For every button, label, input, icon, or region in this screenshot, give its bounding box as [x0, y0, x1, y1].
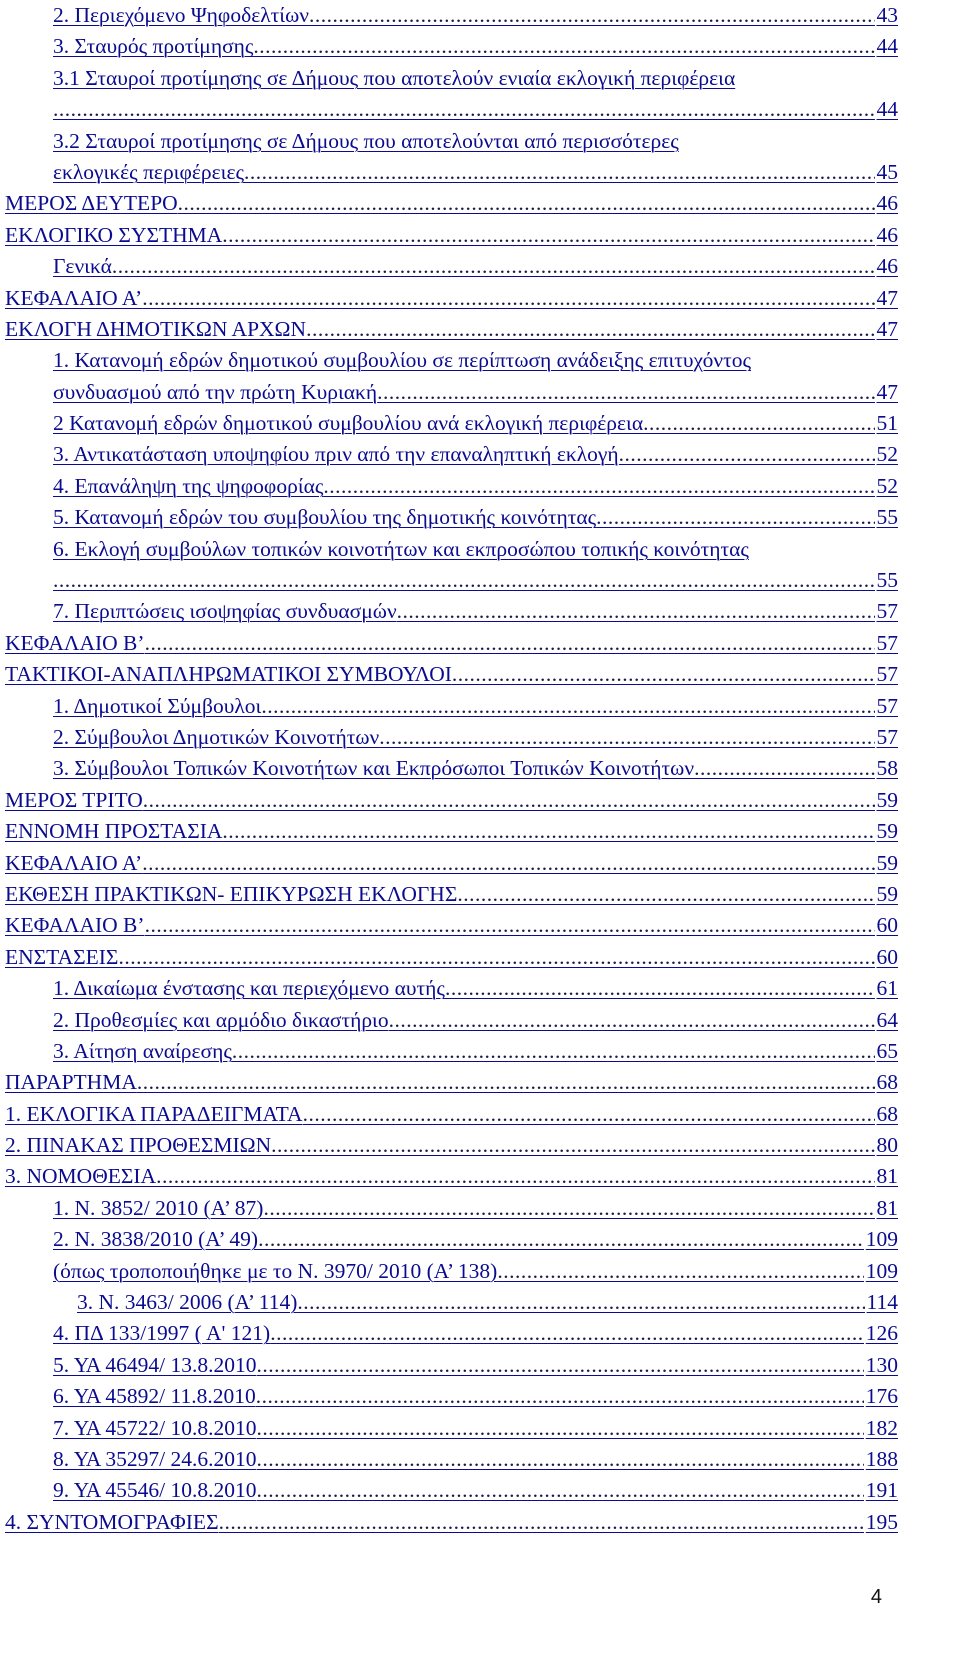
toc-entry[interactable] — [5, 377, 898, 408]
toc-entry-page: 55 — [876, 568, 898, 593]
toc-entry-title: 9. ΥΑ 45546/ 10.8.2010 — [53, 1478, 257, 1503]
toc-entry-title: 3. ΝΟΜΟΘΕΣΙΑ — [5, 1164, 157, 1189]
toc-entry[interactable] — [5, 942, 898, 973]
toc-entry-page: 59 — [876, 819, 898, 844]
toc-entry-page: 61 — [876, 976, 898, 1001]
toc-dot-leader — [596, 502, 874, 533]
toc-dot-leader — [53, 94, 875, 125]
toc-entry-page: 59 — [876, 787, 898, 812]
toc-entry-title: 2 Κατανομή εδρών δημοτικού συμβουλίου ανά εκλογική περιφέρεια — [53, 411, 644, 436]
toc-entry[interactable] — [5, 1475, 898, 1506]
toc-entry-title: συνδυασμού από την πρώτη Κυριακή — [53, 379, 378, 404]
toc-entry[interactable] — [5, 628, 898, 659]
toc-entry-title: 4. Επανάληψη της ψηφοφορίας — [53, 473, 324, 498]
toc-dot-leader — [397, 596, 875, 627]
toc-entry-title: ΜΕΡΟΣ ΤΡΙΤΟ — [5, 787, 143, 812]
toc-dot-leader — [379, 722, 874, 753]
toc-dot-leader — [497, 1256, 863, 1287]
toc-entry-page: 191 — [865, 1478, 898, 1503]
toc-entry[interactable] — [5, 596, 898, 627]
toc-entry-page: 59 — [876, 881, 898, 906]
page-number: 4 — [870, 1586, 882, 1608]
toc-entry-page: 52 — [876, 473, 898, 498]
toc-entry-page: 47 — [876, 379, 898, 404]
toc-entry[interactable] — [5, 220, 898, 251]
toc-entry-page: 68 — [876, 1101, 898, 1126]
toc-entry[interactable] — [5, 565, 898, 596]
toc-entry[interactable] — [5, 408, 898, 439]
toc-entry-page: 65 — [876, 1038, 898, 1063]
toc-entry-page: 64 — [876, 1007, 898, 1032]
toc-entry[interactable] — [5, 314, 898, 345]
toc-entry-title: 4. ΣΥΝΤΟΜΟΓΡΑΦΙΕΣ — [5, 1509, 219, 1534]
toc-entry-page: 57 — [876, 662, 898, 687]
toc-entry-page: 68 — [876, 1070, 898, 1095]
toc-entry-title: 8. ΥΑ 35297/ 24.6.2010 — [53, 1446, 257, 1471]
toc-entry[interactable] — [5, 502, 898, 533]
toc-entry[interactable] — [5, 722, 898, 753]
toc-entry-page: 114 — [866, 1290, 898, 1315]
toc-entry-title: 4. ΠΔ 133/1997 ( Α' 121) — [53, 1321, 271, 1346]
toc-entry-page: 81 — [876, 1195, 898, 1220]
toc-entry[interactable] — [5, 471, 898, 502]
toc-entry[interactable] — [5, 659, 898, 690]
toc-entry[interactable] — [5, 345, 898, 376]
toc-entry-title: 7. Περιπτώσεις ισοψηφίας συνδυασμών — [53, 599, 397, 624]
toc-entry-title: ΜΕΡΟΣ ΔΕΥΤΕΡΟ — [5, 191, 178, 216]
toc-entry-page: 51 — [876, 411, 898, 436]
toc-dot-leader — [619, 439, 875, 470]
toc-entry-page: 130 — [865, 1352, 898, 1377]
toc-entry-page: 52 — [876, 442, 898, 467]
toc-entry-title: ΠΑΡΑΡΤΗΜΑ — [5, 1070, 137, 1095]
toc-dot-leader — [222, 220, 874, 251]
toc-entry-title: ΕΚΛΟΓΙΚΟ ΣΥΣΤΗΜΑ — [5, 222, 223, 247]
toc-entry-title: 5. Κατανομή εδρών του συμβουλίου της δημοτικής κοινότητας — [53, 505, 597, 530]
toc-entry-page: 44 — [876, 34, 898, 59]
toc-entry-page: 182 — [865, 1415, 898, 1440]
toc-entry-page: 188 — [865, 1446, 898, 1471]
toc-entry-title: 2. ΠΙΝΑΚΑΣ ΠΡΟΘΕΣΜΙΩΝ — [5, 1133, 272, 1158]
toc-entry-title: 3. Σταυρός προτίμησης — [53, 34, 254, 59]
toc-entry[interactable] — [5, 848, 898, 879]
toc-entry[interactable] — [5, 691, 898, 722]
toc-dot-leader — [256, 1381, 864, 1412]
toc-dot-leader — [643, 408, 874, 439]
toc-dot-leader — [219, 1507, 864, 1538]
toc-entry-page: 81 — [876, 1164, 898, 1189]
toc-entry-title: ΚΕΦΑΛΑΙΟ Α’ — [5, 850, 143, 875]
toc-dot-leader — [445, 973, 875, 1004]
toc-dot-leader — [118, 942, 874, 973]
toc-dot-leader — [178, 188, 875, 219]
toc-entry-page: 195 — [865, 1509, 898, 1534]
toc-entry-page: 45 — [876, 159, 898, 184]
toc-dot-leader — [306, 314, 874, 345]
toc-dot-leader — [145, 628, 875, 659]
toc-dot-leader — [143, 785, 875, 816]
toc-entry-page: 126 — [865, 1321, 898, 1346]
toc-entry[interactable] — [5, 1193, 898, 1224]
toc-entry-title: 1. Δικαίωμα ένστασης και περιεχόμενο αυτής — [53, 976, 445, 1001]
toc-entry-title: 3.1 Σταυροί προτίμησης σε Δήμους που αποτελούν ενιαία εκλογική περιφέρεια — [53, 65, 736, 90]
toc-dot-leader — [137, 1067, 875, 1098]
toc-entry-title: ΕΚΛΟΓΗ ΔΗΜΟΤΙΚΩΝ ΑΡΧΩΝ — [5, 316, 307, 341]
toc-entry[interactable] — [5, 1036, 898, 1067]
toc-dot-leader — [271, 1130, 874, 1161]
toc-dot-leader — [244, 157, 875, 188]
toc-entry[interactable] — [5, 1161, 898, 1192]
toc-dot-leader — [452, 659, 875, 690]
toc-entry-page: 46 — [876, 191, 898, 216]
toc-dot-leader — [261, 691, 874, 722]
toc-entry[interactable] — [5, 879, 898, 910]
toc-dot-leader — [232, 1036, 875, 1067]
toc-dot-leader — [156, 1161, 874, 1192]
toc-entry[interactable] — [5, 157, 898, 188]
toc-entry-title: 3. Αντικατάσταση υποψηφίου πριν από την επαναληπτική εκλογή — [53, 442, 619, 467]
toc-entry-page: 176 — [865, 1384, 898, 1409]
toc-entry-page: 44 — [876, 97, 898, 122]
toc-entry-title: Γενικά — [53, 254, 112, 279]
toc-entry[interactable] — [5, 785, 898, 816]
toc-entry-title: 3. Αίτηση αναίρεσης — [53, 1038, 232, 1063]
toc-entry-title: 1. Ν. 3852/ 2010 (Α’ 87) — [53, 1195, 264, 1220]
toc-entry[interactable] — [5, 0, 898, 31]
toc-dot-leader — [53, 565, 875, 596]
toc-entry[interactable] — [5, 1130, 898, 1161]
toc-dot-leader — [112, 251, 875, 282]
toc-dot-leader — [309, 0, 875, 31]
toc-entry-page: 59 — [876, 850, 898, 875]
toc-entry-title: 1. ΕΚΛΟΓΙΚΑ ΠΑΡΑΔΕΙΓΜΑΤΑ — [5, 1101, 303, 1126]
toc-entry[interactable] — [5, 1224, 898, 1255]
toc-entry[interactable] — [5, 1444, 898, 1475]
toc-entry-title: 1. Κατανομή εδρών δημοτικού συμβουλίου σε περίπτωση ανάδειξης επιτυχόντος — [53, 348, 751, 373]
toc-entry-page: 55 — [876, 505, 898, 530]
toc-entry-title: 7. ΥΑ 45722/ 10.8.2010 — [53, 1415, 257, 1440]
toc-dot-leader — [457, 879, 874, 910]
toc-entry[interactable] — [5, 816, 898, 847]
toc-dot-leader — [142, 848, 874, 879]
toc-entry-page: 57 — [876, 693, 898, 718]
toc-dot-leader — [389, 1005, 875, 1036]
toc-entry-page: 57 — [876, 630, 898, 655]
toc-entry-page: 57 — [876, 724, 898, 749]
toc-entry-title: ΕΝΝΟΜΗ ΠΡΟΣΤΑΣΙΑ — [5, 819, 223, 844]
toc-entry-title: ΤΑΚΤΙΚΟΙ-ΑΝΑΠΛΗΡΩΜΑΤΙΚΟΙ ΣΥΜΒΟΥΛΟΙ — [5, 662, 452, 687]
toc-entry[interactable] — [5, 94, 898, 125]
toc-entry[interactable] — [5, 1381, 898, 1412]
toc-entry[interactable] — [5, 1067, 898, 1098]
toc-entry[interactable] — [5, 126, 898, 157]
toc-entry-title: ΚΕΦΑΛΑΙΟ Β’ — [5, 913, 145, 938]
toc-entry[interactable] — [5, 439, 898, 470]
toc-entry-title: (όπως τροποποιήθηκε με το Ν. 3970/ 2010 (Α’ 138) — [53, 1258, 498, 1283]
toc-entry-title: ΚΕΦΑΛΑΙΟ Α’ — [5, 285, 143, 310]
toc-entry-title: 6. Εκλογή συμβούλων τοπικών κοινοτήτων και εκπροσώπου τοπικής κοινότητας — [53, 536, 749, 561]
toc-entry-page: 80 — [876, 1133, 898, 1158]
toc-entry-title: 1. Δημοτικοί Σύμβουλοι — [53, 693, 262, 718]
toc-entry[interactable] — [5, 910, 898, 941]
toc-entry[interactable] — [5, 1413, 898, 1444]
toc-entry[interactable] — [5, 283, 898, 314]
toc-entry-page: 109 — [865, 1227, 898, 1252]
toc-entry-page: 109 — [865, 1258, 898, 1283]
toc-dot-leader — [694, 753, 874, 784]
toc-entry[interactable] — [5, 753, 898, 784]
toc-entry-page: 47 — [876, 316, 898, 341]
toc-entry-page: 46 — [876, 222, 898, 247]
toc-dot-leader — [377, 377, 874, 408]
toc-dot-leader — [257, 1350, 864, 1381]
toc-entry-title: 2. Περιεχόμενο Ψηφοδελτίων — [53, 3, 309, 27]
toc-entry-page: 46 — [876, 254, 898, 279]
toc-dot-leader — [253, 31, 874, 62]
toc-entry[interactable] — [5, 188, 898, 219]
toc-entry[interactable] — [5, 1287, 898, 1318]
toc-dot-leader — [303, 1099, 875, 1130]
toc-dot-leader — [270, 1318, 864, 1349]
toc-entry-page: 43 — [876, 3, 898, 27]
toc-dot-leader — [257, 1413, 864, 1444]
toc-entry-title: 2. Σύμβουλοι Δημοτικών Κοινοτήτων — [53, 724, 380, 749]
toc-entry[interactable] — [5, 31, 898, 62]
toc-dot-leader — [263, 1193, 874, 1224]
toc-entry-title: ΕΝΣΤΑΣΕΙΣ — [5, 944, 119, 969]
toc-entry-title: 2. Ν. 3838/2010 (Α’ 49) — [53, 1227, 259, 1252]
toc-dot-leader — [297, 1287, 864, 1318]
toc-entry-page: 60 — [876, 913, 898, 938]
toc-dot-leader — [257, 1475, 864, 1506]
toc-entry-title: 6. ΥΑ 45892/ 11.8.2010 — [53, 1384, 256, 1409]
toc-entry[interactable] — [5, 1256, 898, 1287]
toc-entry-title: 3.2 Σταυροί προτίμησης σε Δήμους που αποτελούνται από περισσότερες — [53, 128, 679, 153]
toc-entry-title: 3. Ν. 3463/ 2006 (Α’ 114) — [77, 1290, 298, 1315]
toc-entry-title: ΚΕΦΑΛΑΙΟ Β’ — [5, 630, 145, 655]
toc-entry[interactable] — [5, 251, 898, 282]
toc-entry-page: 47 — [876, 285, 898, 310]
toc-entry-page: 60 — [876, 944, 898, 969]
toc-entry[interactable] — [5, 534, 898, 565]
toc-entry[interactable] — [5, 1318, 898, 1349]
toc-entry[interactable] — [5, 63, 898, 94]
toc-entry[interactable] — [5, 973, 898, 1004]
table-of-contents — [5, 0, 898, 1538]
toc-dot-leader — [145, 910, 875, 941]
toc-dot-leader — [257, 1444, 864, 1475]
toc-entry-title: 3. Σύμβουλοι Τοπικών Κοινοτήτων και Εκπρόσωποι Τοπικών Κοινοτήτων — [53, 756, 695, 781]
toc-entry-title: εκλογικές περιφέρειες — [53, 159, 244, 184]
toc-dot-leader — [142, 283, 874, 314]
toc-entry[interactable] — [5, 1005, 898, 1036]
toc-entry-page: 58 — [876, 756, 898, 781]
toc-entry-title: 2. Προθεσμίες και αρμόδιο δικαστήριο — [53, 1007, 389, 1032]
toc-dot-leader — [258, 1224, 864, 1255]
toc-entry-title: 5. ΥΑ 46494/ 13.8.2010 — [53, 1352, 257, 1377]
toc-entry[interactable] — [5, 1350, 898, 1381]
toc-entry[interactable] — [5, 1507, 898, 1538]
toc-entry-page: 57 — [876, 599, 898, 624]
toc-entry[interactable] — [5, 1099, 898, 1130]
toc-entry-title: ΕΚΘΕΣΗ ΠΡΑΚΤΙΚΩΝ- ΕΠΙΚΥΡΩΣΗ ΕΚΛΟΓΗΣ — [5, 881, 458, 906]
toc-dot-leader — [222, 816, 874, 847]
toc-dot-leader — [323, 471, 874, 502]
